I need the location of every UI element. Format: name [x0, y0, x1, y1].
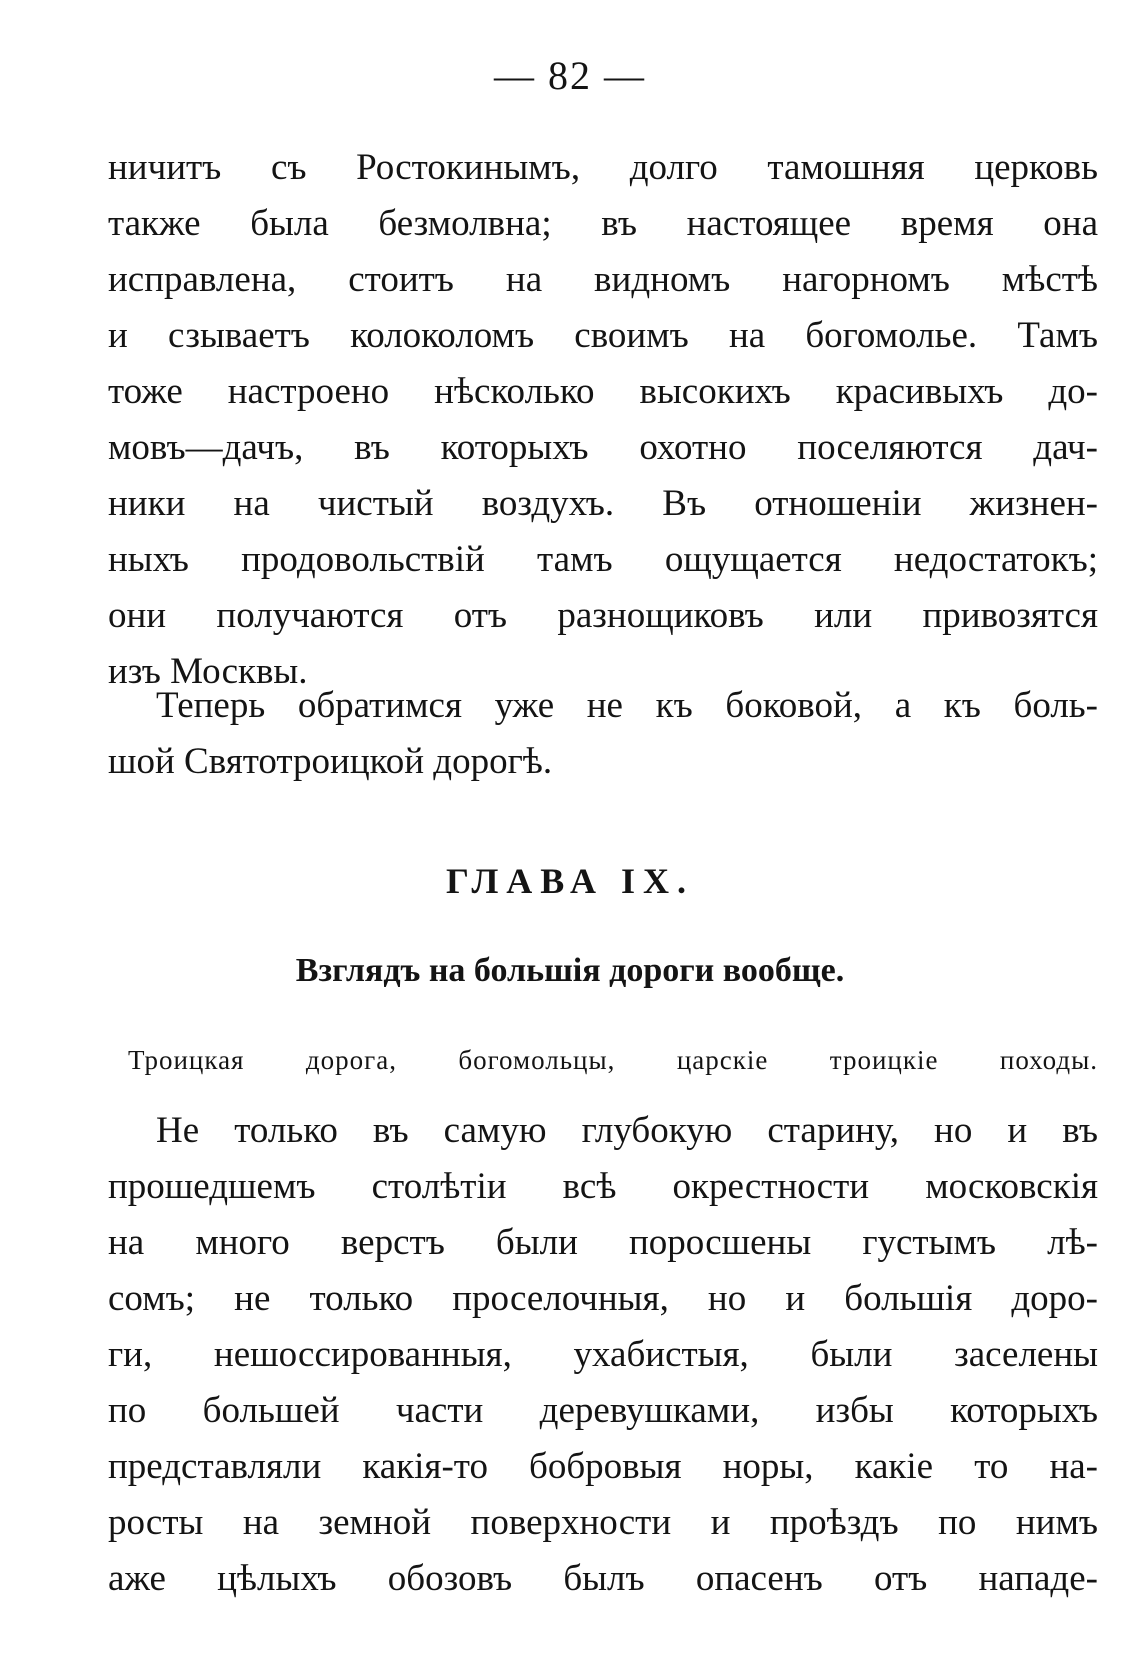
text-line: сомъ; не только проселочныя, но и большiя доро- — [108, 1278, 1098, 1319]
text-line: шой Святотроицкой дорогѣ. — [108, 741, 553, 782]
text-line: аже цѣлыхъ обозовъ былъ опасенъ отъ нападе- — [108, 1558, 1098, 1599]
text-line: изъ Москвы. — [108, 651, 308, 692]
text-line: на много верстъ были поросшены густымъ лѣ- — [108, 1222, 1098, 1263]
text-line: прошедшемъ столѣтiи всѣ окрестности московскiя — [108, 1166, 1098, 1207]
text-line: представляли какiя-то бобровыя норы, какiе то на- — [108, 1446, 1098, 1487]
text-line: ныхъ продовольствiй тамъ ощущается недостатокъ; — [108, 539, 1098, 580]
chapter-summary: Троицкая дорога, богомольцы, царскiе троицкiе походы. — [128, 1045, 1098, 1075]
text-line: ги, нешоссированныя, ухабистыя, были заселены — [108, 1334, 1098, 1375]
paragraph-3 — [108, 1103, 1098, 1607]
page-number: — 82 — — [494, 53, 646, 98]
chapter-title: ГЛАВА IX. — [445, 861, 695, 901]
paragraph-2 — [108, 678, 1098, 790]
text-line: и сзываетъ колоколомъ своимъ на богомолье. Тамъ — [108, 315, 1098, 356]
text-line: по большей части деревушками, избы которыхъ — [108, 1390, 1098, 1431]
text-line: исправлена, стоитъ на видномъ нагорномъ мѣстѣ — [108, 259, 1098, 300]
text-line: ничитъ съ Ростокинымъ, долго тамошняя церковь — [108, 147, 1098, 188]
text-line: Теперь обратимся уже не къ боковой, а къ боль- — [156, 685, 1098, 726]
text-line: Не только въ самую глубокую старину, но и въ — [156, 1110, 1098, 1151]
paragraph-1 — [108, 140, 1098, 700]
text-line: мовъ—дачъ, въ которыхъ охотно поселяются дач- — [108, 427, 1098, 468]
chapter-subtitle: Взглядъ на большiя дороги вообще. — [295, 952, 845, 989]
text-line: также была безмолвна; въ настоящее время она — [108, 203, 1098, 244]
text-line: тоже настроено нѣсколько высокихъ красивыхъ до- — [108, 371, 1098, 412]
text-line: росты на земной поверхности и проѣздъ по нимъ — [108, 1502, 1098, 1543]
text-line: ники на чистый воздухъ. Въ отношенiи жизнен- — [108, 483, 1098, 524]
text-line: они получаются отъ разнощиковъ или привозятся — [108, 595, 1098, 636]
